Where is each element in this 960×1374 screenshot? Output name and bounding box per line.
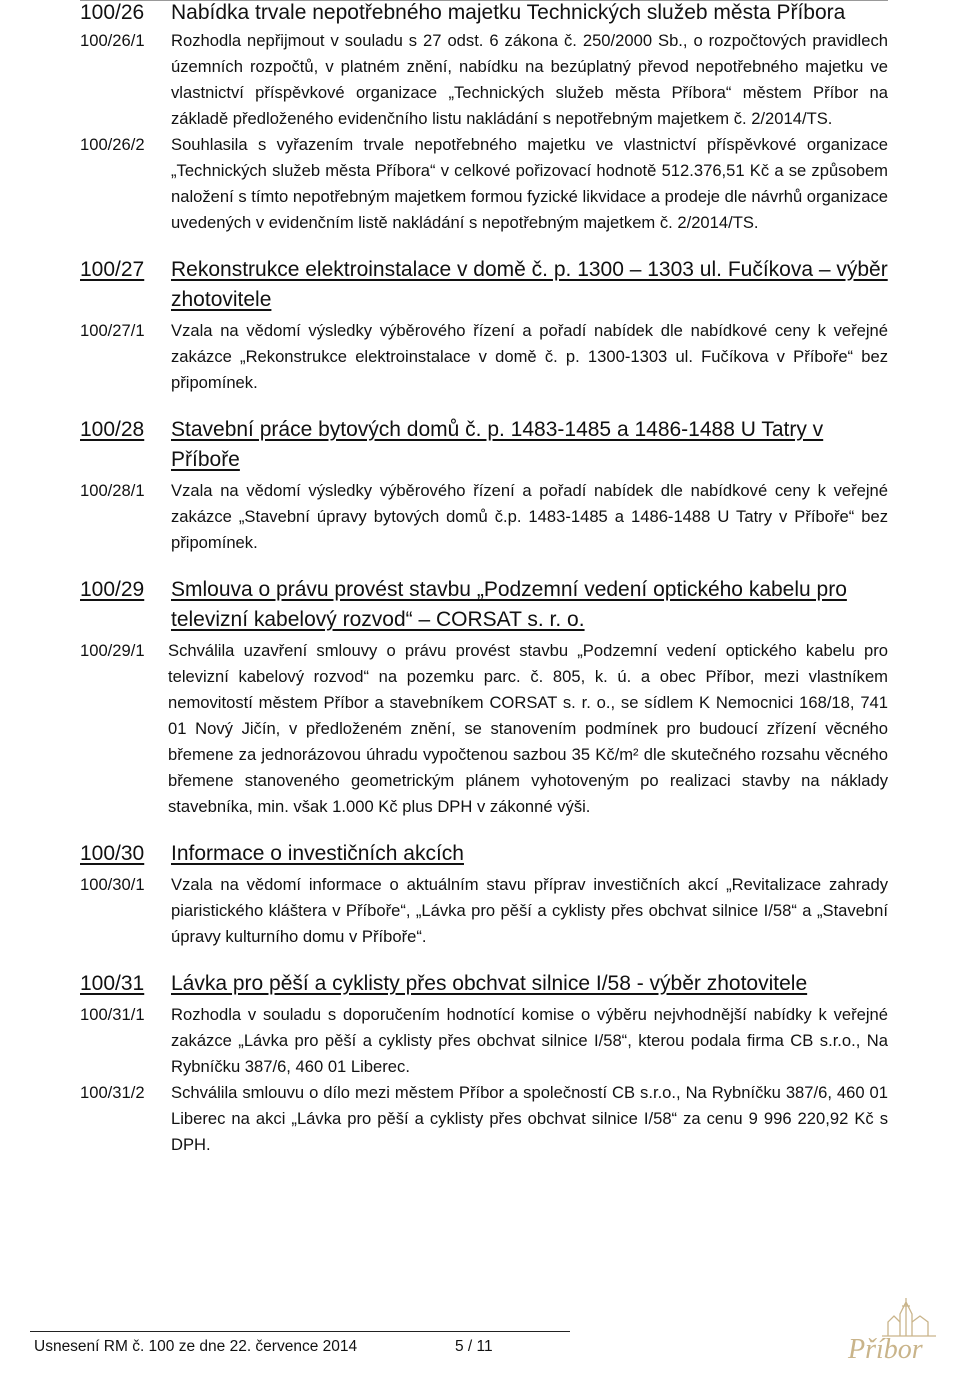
resolution-item [80,318,888,396]
resolution-number: 100/30/1 [80,875,145,894]
resolution-text: Vzala na vědomí výsledky výběrového řízení a pořadí nabídek dle nabídkové ceny k veřejné zakázce „Stavební úpravy bytových domů č.p. 1483-1485 a 1486-1488 U Tatry v Příboře“ bez připomínek. [171,481,888,552]
resolution-number: 100/27/1 [80,321,145,340]
resolution-number: 100/26/2 [80,135,145,154]
resolution-text: Vzala na vědomí informace o aktuálním stavu příprav investičních akcí „Revitalizace zahrady piaristického kláštera v Příboře“, „Lávka pro pěší a cyklisty přes obchvat silnice I/58“ a „Stavební úpravy kulturního domu v Příboře“. [171,875,888,946]
section-heading [80,575,888,635]
section-heading [80,0,888,28]
section-title: Rekonstrukce elektroinstalace v domě č. p. 1300 – 1303 ul. Fučíkova – výběr zhotovitele [171,258,888,311]
resolution-text: Rozhodla v souladu s doporučením hodnotící komise o výběru nejvhodnější nabídky k veřejné zakázce „Lávka pro pěší a cyklisty přes obchvat silnice I/58“, kterou podala firma CB s.r.o., Na Rybníčku 387/6, 460 01 Liberec. [171,1005,888,1076]
section-title: Stavební práce bytových domů č. p. 1483-1485 a 1486-1488 U Tatry v Příboře [171,418,824,471]
section-heading [80,839,888,869]
footer-rule [30,1331,570,1332]
resolution-item [80,132,888,236]
section-number: 100/31 [80,972,145,995]
town-logo-icon [842,1292,960,1370]
resolution-text: Souhlasila s vyřazením trvale nepotřebného majetku ve vlastnictví příspěvkové organizace „Technických služeb města Příbora“ v celkové pořizovací hodnotě 512.376,51 Kč a se způsobem naložení s tímto nepotřebným majetkem formou fyzické likvidace a prodeje dle návrhů organizace uvedených v evidenčním listě nakládání s nepotřebným majetkem č. 2/2014/TS. [171,135,888,232]
resolution-text: Rozhodla nepřijmout v souladu s 27 odst. 6 zákona č. 250/2000 Sb., o rozpočtových pravidlech územních rozpočtů, v platném znění, nabídku na bezúplatný převod nepotřebného majetku ve vlastnictví příspěvkové organizace „Technických služeb města Příbora“ městem Příbor na základě předloženého evidenčního listu nakládání s nepotřebným majetkem č. 2/2014/TS. [171,31,888,128]
resolution-item [80,28,888,132]
resolution-number: 100/29/1 [80,641,145,660]
resolution-item [80,638,888,820]
section-title: Smlouva o právu provést stavbu „Podzemní vedení optického kabelu pro televizní kabelový rozvod“ – CORSAT s. r. o. [171,578,847,631]
section-heading [80,969,888,999]
section-number: 100/27 [80,258,145,281]
resolution-number: 100/28/1 [80,481,145,500]
section-title: Nabídka trvale nepotřebného majetku Technických služeb města Příbora [171,1,846,24]
resolution-item [80,478,888,556]
section-number: 100/26 [80,1,145,24]
section-number: 100/30 [80,842,145,865]
section-heading [80,415,888,475]
resolution-item [80,872,888,950]
resolution-item [80,1080,888,1158]
resolution-number: 100/31/1 [80,1005,145,1024]
logo-text: Příbor [848,1334,923,1365]
resolution-text: Schválila smlouvu o dílo mezi městem Příbor a společností CB s.r.o., Na Rybníčku 387/6, 460 01 Liberec na akci „Lávka pro pěší a cyklisty přes obchvat silnice I/58“ za cenu 9 996 220,92 Kč s DPH. [171,1083,888,1154]
section-title: Informace o investičních akcích [171,842,464,865]
page-number: 5 / 11 [455,1338,493,1355]
page-footer [30,1331,960,1359]
section-number: 100/28 [80,418,145,441]
section-title: Lávka pro pěší a cyklisty přes obchvat silnice I/58 - výběr zhotovitele [171,972,808,995]
section-number: 100/29 [80,578,145,601]
section-heading [80,255,888,315]
resolution-item [80,1002,888,1080]
resolutions-document [80,0,888,1158]
resolution-text: Schválila uzavření smlouvy o právu provést stavbu „Podzemní vedení optického kabelu pro televizní kabelový rozvod“ na pozemku parc. č. 805, k. ú. a obec Příbor, mezi vlastníkem nemovitostí městem Příbor a stavebníkem CORSAT s. r. o., se sídlem K Nemocnici 168/18, 741 01 Nový Jičín, v předloženém znění, se stanovením podmínek pro budoucí zřízení věcného břemene za jednorázovou úhradu vypočtenou sazbou 35 Kč/m² dle skutečného rozsahu věcného břemene stanoveného geometrickým plánem vyhotoveným po realizaci stavby na náklady stavebníka, min. však 1.000 Kč plus DPH v zákonné výši. [168,641,888,816]
footer-meeting-info: Usnesení RM č. 100 ze dne 22. července 2014 [34,1338,358,1355]
resolution-number: 100/31/2 [80,1083,145,1102]
resolution-number: 100/26/1 [80,31,145,50]
resolution-text: Vzala na vědomí výsledky výběrového řízení a pořadí nabídek dle nabídkové ceny k veřejné zakázce „Rekonstrukce elektroinstalace v domě č. p. 1300-1303 ul. Fučíkova v Příboře“ bez připomínek. [171,321,888,392]
